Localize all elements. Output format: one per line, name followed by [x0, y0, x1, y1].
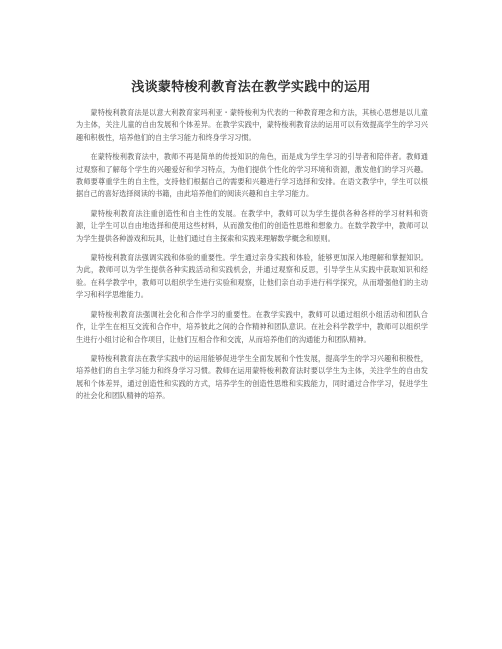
paragraph-6: 蒙特梭利教育法在教学实践中的运用能够促进学生全面发展和个性发展，提高学生的学习兴趣和积极性，培养他们的自主学习能力和终身学习习惯。教师在运用蒙特梭利教育法时要以学生为主体，关注学生的自由发展和个体差异，通过创造性和实践的方式，培养学生的创造性思维和实践能力，同时通过合作学习，促进学生的社会化和团队精神的培养。: [76, 353, 428, 401]
paragraph-1: 蒙特梭利教育法是以意大利教育家玛利亚・蒙特梭利为代表的一种教育理念和方法，其核心思想是以儿童为主体，关注儿童的自由发展和个体差异。在教学实践中，蒙特梭利教育法的运用可以有效提高学生的学习兴趣和积极性，培养他们的自主学习能力和终身学习习惯。: [76, 108, 428, 142]
document-body: [76, 107, 428, 410]
paragraph-2: 在蒙特梭利教育法中，教师不再是简单的传授知识的角色，而是成为学生学习的引导者和陪伴者。教师通过观察和了解每个学生的兴趣爱好和学习特点，为他们提供个性化的学习环境和资源，激发他们的学习兴趣。教师要尊重学生的自主性，支持他们根据自己的需要和兴趣进行学习选择和安排。在语文教学中，学生可以根据自己的喜好选择阅读的书籍，由此培养他们的阅读兴趣和自主学习能力。: [76, 152, 428, 199]
paragraph-3: 蒙特梭利教育法注重创造性和自主性的发展。在教学中，教师可以为学生提供各种各样的学习材料和资源，让学生可以自由地选择和使用这些材料，从而激发他们的创造性思维和想象力。在数学教学中，教师可以为学生提供各种游戏和玩具，让他们通过自主探索和实践来理解数学概念和原则。: [76, 208, 428, 243]
paragraph-5: 蒙特梭利教育法强调社会化和合作学习的重要性。在教学实践中，教师可以通过组织小组活动和团队合作，让学生在相互交流和合作中，培养彼此之间的合作精神和团队意识。在社会科学教学中，教师可以组织学生进行小组讨论和合作项目，让他们互相合作和交流，从而培养他们的沟通能力和团队精神。: [76, 309, 428, 344]
document-title: 浅谈蒙特梭利教育法在教学实践中的运用: [131, 80, 371, 95]
paragraph-4: 蒙特梭利教育法强调实践和体验的重要性。学生通过亲身实践和体验，能够更加深入地理解和掌握知识。为此，教师可以为学生提供各种实践活动和实践机会，并通过观察和反思，引导学生从实践中获取知识和经验。在科学教学中，教师可以组织学生进行实验和观察，让他们亲自动手进行科学探究，从而增强他们的主动学习和科学思维能力。: [76, 253, 428, 300]
